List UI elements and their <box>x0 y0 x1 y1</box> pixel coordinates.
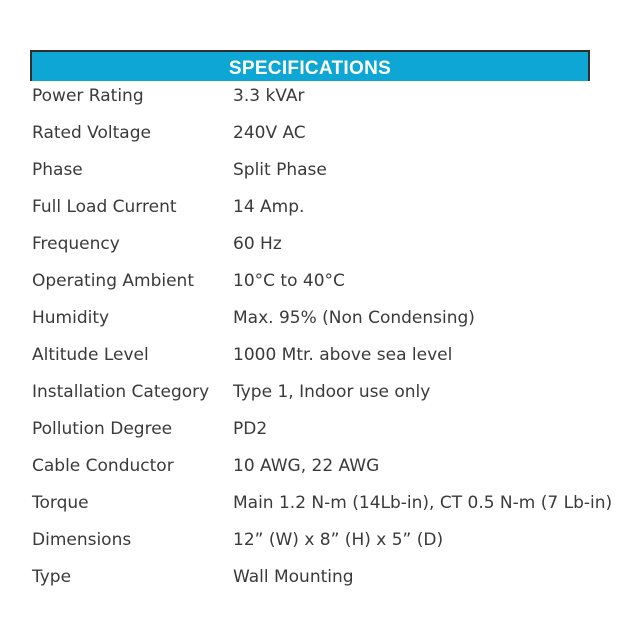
spec-label: Humidity <box>32 308 110 328</box>
spec-row-frequency <box>32 227 632 264</box>
spec-value: Main 1.2 N-m (14Lb-in), CT 0.5 N-m (7 Lb-in) <box>233 493 613 513</box>
spec-value: Type 1, Indoor use only <box>233 382 431 402</box>
spec-label: Pollution Degree <box>32 419 173 439</box>
spec-value: 10°C to 40°C <box>233 271 345 291</box>
specifications-title: SPECIFICATIONS <box>228 58 392 79</box>
spec-label: Full Load Current <box>32 197 177 217</box>
spec-row-phase <box>32 153 632 190</box>
spec-row-cable-conductor <box>32 449 632 486</box>
spec-value: 1000 Mtr. above sea level <box>233 345 453 365</box>
spec-value: Wall Mounting <box>233 567 354 587</box>
spec-value: 14 Amp. <box>233 197 305 217</box>
spec-label: Rated Voltage <box>32 123 151 143</box>
spec-value: 12” (W) x 8” (H) x 5” (D) <box>233 530 444 550</box>
spec-value: Split Phase <box>233 160 327 180</box>
spec-row-rated-voltage <box>32 116 632 153</box>
specifications-table <box>32 79 632 597</box>
spec-label: Installation Category <box>32 382 210 402</box>
specifications-header <box>30 50 590 81</box>
spec-row-type <box>32 560 632 597</box>
spec-row-altitude-level <box>32 338 632 375</box>
spec-value: Max. 95% (Non Condensing) <box>233 308 475 328</box>
spec-label: Torque <box>32 493 89 513</box>
spec-row-full-load-current <box>32 190 632 227</box>
spec-row-dimensions <box>32 523 632 560</box>
spec-row-humidity <box>32 301 632 338</box>
spec-value: 3.3 kVAr <box>233 86 305 106</box>
spec-label: Power Rating <box>32 86 144 106</box>
spec-row-operating-ambient <box>32 264 632 301</box>
spec-row-installation-category <box>32 375 632 412</box>
spec-value: PD2 <box>233 419 268 439</box>
spec-row-torque <box>32 486 632 523</box>
spec-label: Frequency <box>32 234 120 254</box>
spec-row-pollution-degree <box>32 412 632 449</box>
spec-value: 60 Hz <box>233 234 282 254</box>
spec-value: 240V AC <box>233 123 306 143</box>
spec-label: Operating Ambient <box>32 271 194 291</box>
spec-row-power-rating <box>32 79 632 116</box>
spec-label: Cable Conductor <box>32 456 174 476</box>
spec-label: Altitude Level <box>32 345 149 365</box>
spec-label: Phase <box>32 160 83 180</box>
spec-label: Type <box>32 567 72 587</box>
spec-label: Dimensions <box>32 530 132 550</box>
spec-value: 10 AWG, 22 AWG <box>233 456 380 476</box>
